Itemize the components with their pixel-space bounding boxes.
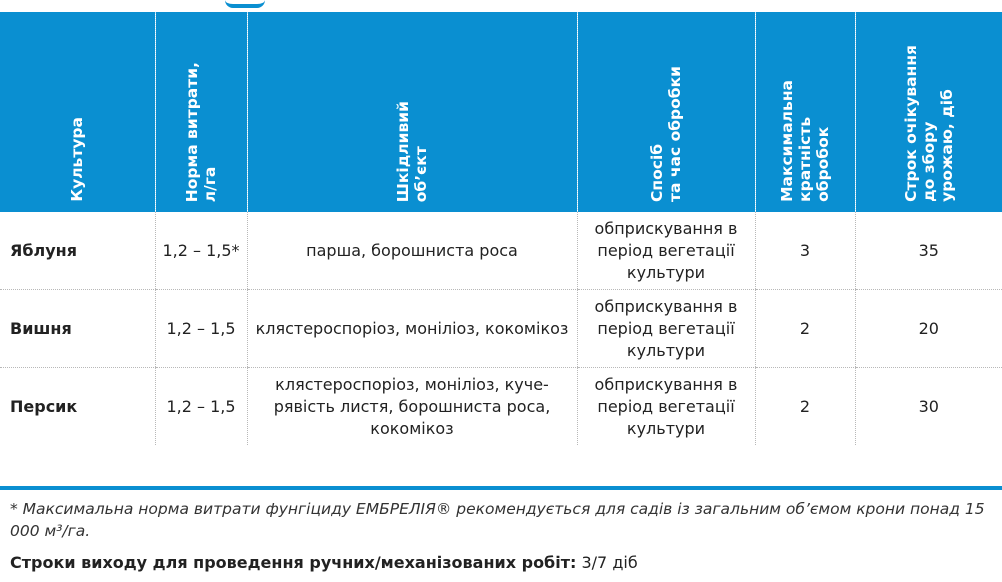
cell-waiting: 20: [855, 290, 1002, 368]
table-row: [0, 368, 1002, 446]
header-method-line1: Спосіб: [648, 143, 666, 202]
header-waiting-line2: до збору: [919, 121, 938, 202]
cell-culture: Вишня: [0, 290, 155, 368]
header-target-line1: Шкідливий: [394, 100, 412, 202]
cell-method: обприскування в період вегетації культури: [577, 290, 755, 368]
cell-rate: 1,2 – 1,5*: [155, 212, 247, 290]
exit-terms-label: Строки виходу для проведення ручних/механізованих робіт:: [10, 553, 577, 572]
header-max-treatments: [755, 12, 855, 212]
table-bottom-bar: [0, 486, 1002, 490]
header-method: [577, 12, 755, 212]
header-max-line3: обробок: [814, 126, 832, 202]
cell-rate: 1,2 – 1,5: [155, 368, 247, 446]
header-waiting-line1: Строк очікування: [901, 45, 920, 202]
header-waiting-line3: урожаю, діб: [937, 89, 956, 202]
header-target: [247, 12, 577, 212]
cell-rate: 1,2 – 1,5: [155, 290, 247, 368]
cell-target: клястероспоріоз, моніліоз, кокомікоз: [247, 290, 577, 368]
cell-max-treatments: 3: [755, 212, 855, 290]
cell-culture: Персик: [10, 396, 78, 416]
cell-method: обприскування в період вегетації культури: [577, 368, 755, 446]
footnote: * Максимальна норма витрати фунгіциду ЕМБРЕЛІЯ® рекомендується для садів із загальним об’ємом крони понад 15 000 м³/га.: [10, 500, 985, 540]
header-method-line2: та час обробки: [666, 66, 684, 202]
cell-method: обприскування в період вегетації культури: [577, 212, 755, 290]
header-target-line2: об’єкт: [412, 145, 430, 202]
cell-target: клястероспоріоз, моніліоз, куче-рявість листя, борошниста роса, кокомікоз: [247, 368, 577, 446]
header-max-line1: Максимальна: [778, 80, 796, 202]
header-max-line2: кратність: [796, 116, 814, 202]
header-waiting: [855, 12, 1002, 212]
header-row: [0, 12, 1002, 212]
cell-waiting: 35: [855, 212, 1002, 290]
cell-max-treatments: 2: [755, 290, 855, 368]
top-decoration: [0, 0, 1002, 12]
header-culture-label: Культура: [68, 117, 87, 202]
header-rate: [155, 12, 247, 212]
cell-culture: Яблуня: [0, 212, 155, 290]
product-table: [0, 12, 1002, 445]
cell-target: парша, борошниста роса: [247, 212, 577, 290]
table-row: [0, 212, 1002, 290]
table-row: [0, 290, 1002, 368]
heading-fragment: [225, 0, 265, 8]
exit-terms: [10, 553, 638, 572]
cell-max-treatments: 2: [755, 368, 855, 446]
cell-waiting: 30: [855, 368, 1002, 446]
exit-terms-value: 3/7 діб: [581, 553, 638, 572]
header-rate-line1: Норма витрати,: [183, 61, 201, 202]
header-rate-line2: л/га: [201, 166, 219, 202]
header-culture: [0, 12, 155, 212]
